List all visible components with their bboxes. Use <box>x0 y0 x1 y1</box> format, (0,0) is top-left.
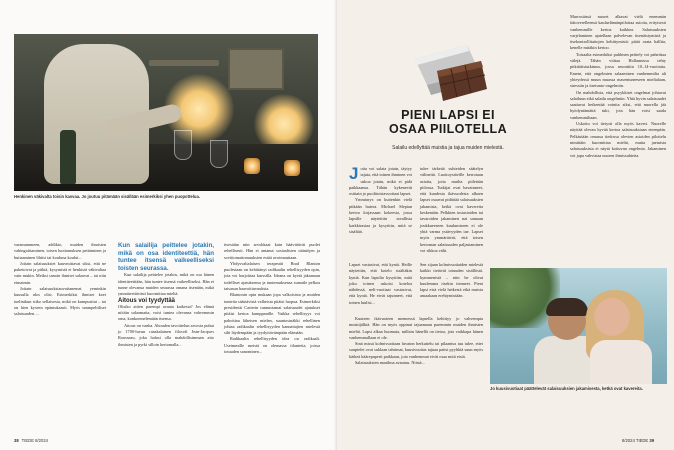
paragraph: Radikaalin rehellisyyden idea on radikaali. Useimmille meistä on olemassa tilanteita, joissa totuuden sanominen... <box>224 336 320 355</box>
title-line: PIENI LAPSI EI <box>401 108 495 122</box>
paragraph: Joitain salaisuuksiauvuitanemat yeminkin kuusulla ulos olisi. Esimerkiksi ihmiset koet tuelinikun siiko sellaisesta, mikä on kumpusiini – tai on hien kyseen epämukaasti. Myös ummpeltiliset salaisuuden. ... <box>14 286 106 317</box>
folio-right <box>622 438 657 443</box>
paragraph: Joitain salaisuuksiet kuuvmittavat siksi, että ne paketoivat ja pitkiä, kysymistä ei henkisiä väkivaltaa vain mukin. Meiksi sanoin ihmiset salaavat – tai niin eimaimin. <box>14 260 106 285</box>
paragraph: Sen sijaan kolmivuotiaiden mielestä kaikki tietävät totuuden sisällöstä. kymmenistä – niin he olivat kuulemma itsekin tienneet. Pieni lapsi eisä vielä hetkestä eikä muista amaakaan erehtymistään. <box>420 262 483 299</box>
magazine-issue: TIEDE 8/2024 <box>21 438 48 443</box>
folio-left <box>14 438 48 443</box>
photo-caption-right: Jo kuusivuotiaat päättelevät salaisuuksien jakamisesta, ketkä ovat kavereita. <box>490 386 643 391</box>
paragraph: Murrosiässä nuoret alkavat vielä enemmän itätoverelleensä kaulaelämänpiilottaa asioita, erityisesti vanhemmille kertoa kaikkea. Salaisuuksien varjelaminen ajatellaan palvelevan itsenäistymistä ja itsekontrollitaitojen kehittymistä: pitää osata hallita, kenelle mitäkin kertoo. <box>570 14 666 51</box>
paragraph: Olisiko aitien parempi avaata kaikesta? Jos elämä niitäin salaamatta, voisi tuntea olevansa vahvemmin oma, konkoemelemään itsensa. <box>118 303 214 322</box>
paragraph: Salaisuuksien maailma avautuu. Niistä... <box>355 360 425 366</box>
paragraph: otta voi salata jotain, täytyy tajuta, että toinen ihminen voi uskoa jotain, mikä ei pidä paikkaansa. Tähän kykenevät osittain jo puolitoistavuotiaat lapset. <box>349 166 412 197</box>
photo-caption-left: Henkinen väkivalta toisin kasvaa. Jo joutuu pitämään sisällään esimerkiksi yhen puopottelua. <box>14 194 200 199</box>
paragraph: Aitous on vanha. Ahouden tavoittelun arvosta puhui jo 1700-luvun ranskalainen filosofi Jean-Jacques Rousseau, joka halusi olla mahdollisimman aito ihmisten ja pyrki silloin kertomalla... <box>118 322 214 347</box>
paragraph: On mahdollista, että psyykkiset ongelmat johtavat salailuun eikä salailu ongelmiin. Yhtä hyvin salaisuudet saattavat heikentää vointia siksi, että nuorella jää hyödyntämättä tuki, jota hän voisi saada vanhemmiltaan. <box>570 89 666 120</box>
right-column-2-lower <box>420 262 483 300</box>
left-column-2 <box>118 242 214 348</box>
paragraph: Kuuteen ikävuoteen mennessä lapsella kehittyy jo vahvempia muistijälkiä. Hän on myös oppinut tajuamaan paremmin muiden ihmisten mieltä. Lapsi alkaa huomata, millain hänellä on tietoa, jota vaikkapa hänen vanhemmallaan ei ole. <box>349 316 483 340</box>
children-photo <box>490 268 667 384</box>
magazine-issue: 8/2024 TIEDE <box>622 438 649 443</box>
right-column-2 <box>420 166 483 254</box>
paragraph: Toisaalta esimerkiksi puhlmen peittely voi paheittaa välejä. Tähän viittaa Hollannissa tehty pitkittäistutkimus, jossa seurattiin 10–14-vuotiaita. Emeni, että ongelmien salaaminen vanhemmilta ali yhteydessä muun muassa masentuneeseen mielialaan, stressiin ja itsetunto-ongelmiin. <box>570 51 666 89</box>
paragraph: Sinä missä kolmivuotiaan luvaton herkuttelu tai pilaantus tuu tulee, ettei suupielet ovat suklaan tahrimat, kuusivuotias tajuaa paitsi pyyhkiä suun myös kätkeä käärepaperit paikkaan, jota vanhemmat eivät osaa mitä etsiä. <box>349 341 483 359</box>
page-number: 39 <box>649 438 655 443</box>
title-line: OSAA PIILOTELLA <box>388 121 508 136</box>
right-lower-block <box>349 316 483 366</box>
paragraph: Kun salailija peittelee jotakin, mikä on osa hänen identiteettiään, hän tuntee itsensä vaikeelliseksi. Hän ei tunne olevansa muiden seurassa omana itsenään, mikä ymmärrettävästi kuormittaa mieltä. <box>118 272 214 297</box>
paragraph: Ymmärrys on kuitenkin vielä pitkään hutera. Michael Slepian kertoo kirjassaan kokeesta, jossa lapsille näytettiin tavallista karkkirasiaa ja kysyttiin, mitä se sisältää. <box>349 197 412 234</box>
paragraph: Yhdysvaltalaisen terapeutti Brad Blanton puolestaan on kehittänyt radikaalin rehellisyyden opin, jota voi harjoittaa kurssilla. Ideana on kyetä jakamaan todelliset ajatuksensa ja tuntemuksensa sumaile pelkoa taisasun haavoittuvuuksia. <box>224 260 320 292</box>
right-column-1-lower <box>349 262 412 306</box>
paragraph: varamammeen, addikto, muiden ihmisten vahingoittaminen, toisen luottamuksen pettäminen ja hutiaaminen lihtisi tai kouluna koulut... <box>14 242 106 260</box>
pull-quote: Kun salailija peittelee jotakin, mikä on osa identiteettiä, hän tuntee itsensä vaikeelliseksi toisten seurassa. <box>118 242 214 272</box>
left-column-3 <box>224 242 320 355</box>
page-number: 38 <box>14 438 19 443</box>
right-column-1 <box>349 166 412 235</box>
drop-cap: J <box>349 164 359 183</box>
paragraph: Blantonin opin mukaan jopa valkoisista ja muiden tunteita säästävistä valheista pitäisi luopua. Esimerkiksi presidentti Carterin tunnustamat salaisuudet ajatukset pitäisi kertoa kumppanille. Vaikka rehellisyys voi pahoittaa läheisen mielen, suuntosinäkki rehellinen johtaa radikaalin rehellisyyden kannattajien mielestä silti läydempään ja tyydyttävämpään elämään. <box>224 292 320 336</box>
paragraph: tulee tärkeää suhteiden säätelyn välineitä. Luottoystäville kerrotaan asioita, joita muilta piiletään piilossa. Tutkijat ovat havainneet, että kuudesta ikävuodesta alkaen lapset osaavat pidättää salaisuuksien jakamista, ketkä ovat kavereita keskenään. Pelkkien tosiasioiden tai tavaroiden jakaminen nai samaan joukkueeseen kuulumiseen ei ole yhtä varma ystävyyden tae. Lapset myös ymmärtävät, että toisen kertoman salaisuuden paljastaminen voi rikkoa välit. <box>420 166 483 253</box>
paragraph: Lapset vastasivat, että kyniä. Heille näytettiin, että kotelo sisältäkin kyniä. Kun lapsilta kysyttiin, mitä joku toinen uskoisi koteloa nähdessä, neli-vuotiaat vastasivat, että kyniä. He eivät tajunneet, että toinen luulisi... <box>349 262 412 305</box>
article-title <box>348 109 548 136</box>
wine-pouring-photo <box>14 34 318 191</box>
paragraph: Uskottu voi tietysti olla myös kaveri. Nuorelle näyttää olevan hyvää kertoa salaisuuksiaan eteenpäin. Pelkästään omassa tiedossa olevien asioiden pilottelu nimittäin kuormittaa mieltä, mutta jaetuista salaisuuksista ei näytä koituvan ongelmia. Jakaminen voi jopa vahvistaa nuoren ihmissuhteita. <box>570 121 666 158</box>
right-column-3 <box>570 14 666 159</box>
subheading: Aitous voi tyydyttää <box>118 297 176 304</box>
article-deck: Salailu edellyttää muistia ja tajua muiden mielestä. <box>392 145 504 151</box>
left-column-1 <box>14 242 106 318</box>
chocolate-bar-illustration <box>407 41 489 109</box>
paragraph: itsestään niin arvokkaat kuin häävittävät puolet rehellisesti. Hän ei antanut sosiaalisten sääntöjen ja sovittomattomuuksien estää avoimuuttaan. <box>224 242 320 260</box>
